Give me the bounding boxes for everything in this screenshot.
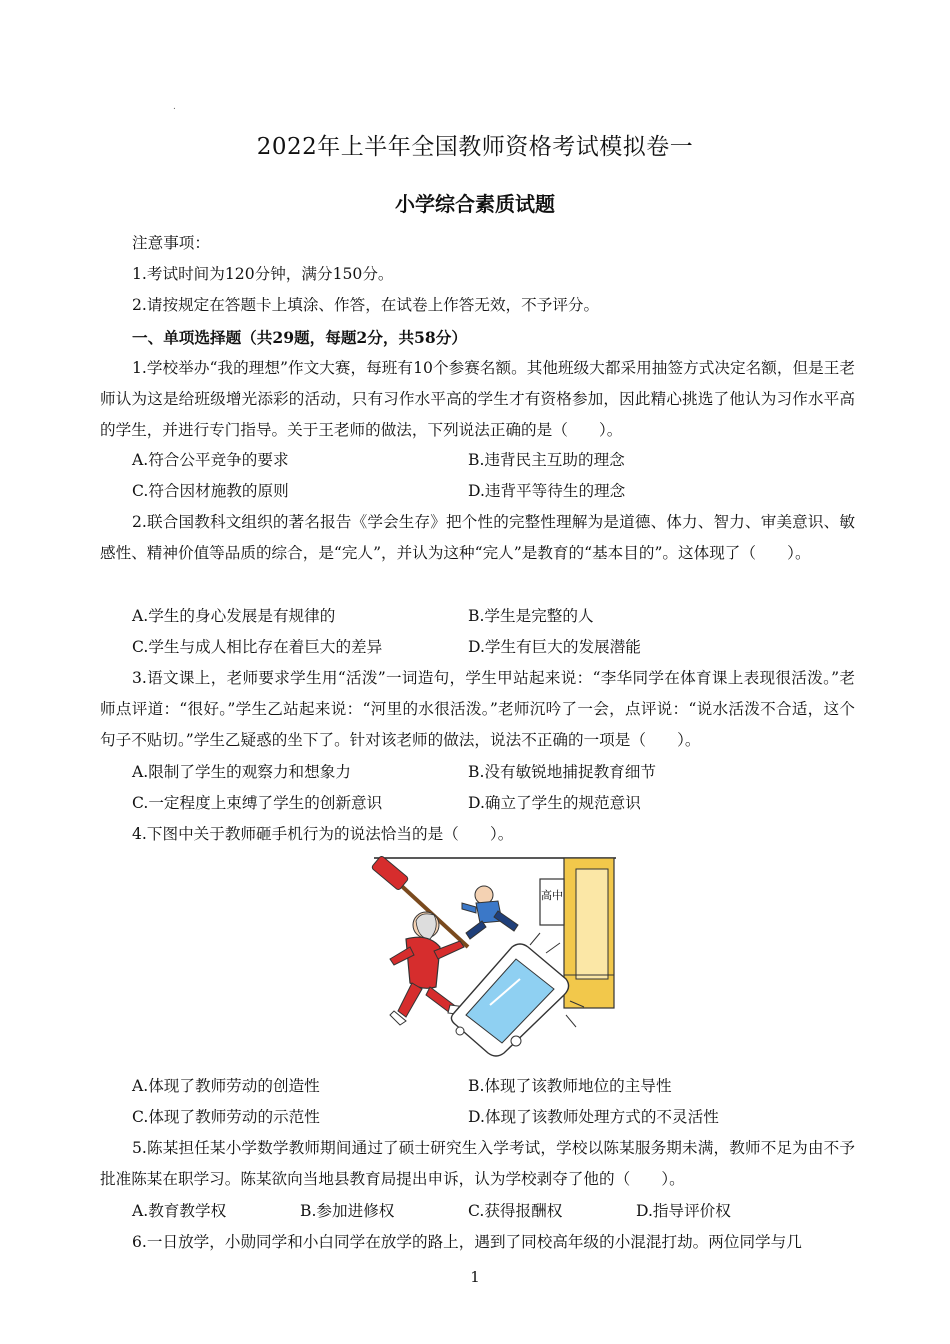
question-options xyxy=(132,1071,852,1133)
question-2 xyxy=(100,507,855,569)
section-heading: 一、单项选择题（共29题，每题2分，共58分） xyxy=(132,327,467,347)
question-stem: 1.学校举办“我的理想”作文大赛，每班有10个参赛名额。其他班级大都采用抽签方式决定名额，但是王老师认为这是给班级增光添彩的活动，只有习作水平高的学生才有资格参加，因此精心挑选了他认为习作水平高的学生，并进行专门指导。关于王老师的做法，下列说法正确的是（ ）。 xyxy=(100,358,855,440)
question-6 xyxy=(100,1227,855,1259)
option-d[interactable]: D.指导评价权 xyxy=(636,1202,731,1220)
option-d[interactable]: D.学生有巨大的发展潜能 xyxy=(468,638,641,657)
option-a[interactable]: A.教育教学权 xyxy=(132,1202,227,1220)
question-stem: 5.陈某担任某小学数学教师期间通过了硕士研究生入学考试，学校以陈某服务期未满，教师不足为由不予批准陈某在职学习。陈某欲向当地县教育局提出申诉，认为学校剥夺了他的（ ）。 xyxy=(100,1139,855,1189)
notes-heading: 注意事项： xyxy=(132,234,210,252)
question-5 xyxy=(100,1133,855,1195)
sign-text: 高中 xyxy=(541,889,563,902)
option-c[interactable]: C.学生与成人相比存在着巨大的差异 xyxy=(132,638,383,657)
question-4 xyxy=(100,819,855,850)
option-b[interactable]: B.违背民主互助的理念 xyxy=(468,451,625,469)
option-d[interactable]: D.违背平等待生的理念 xyxy=(468,482,626,501)
option-a[interactable]: A.限制了学生的观察力和想象力 xyxy=(132,763,351,781)
question-stem: 4.下图中关于教师砸手机行为的说法恰当的是（ ）。 xyxy=(132,825,514,843)
question-3 xyxy=(100,663,855,757)
question-stem: 3.语文课上，老师要求学生用“活泼”一词造句，学生甲站起来说：“李华同学在体育课上表现很活泼。”老师点评道：“很好。”学生乙站起来说：“河里的水很活泼。”老师沉吟了一会，点评说：“说水活泼不合适，这个句子不贴切。”学生乙疑惑的坐下了。针对该老师的做法，说法不正确的一项是（ ）。 xyxy=(100,669,855,750)
page-number: 1 xyxy=(470,1268,480,1286)
question-stem: 2.联合国教科文组织的著名报告《学会生存》把个性的完整性理解为是道德、体力、智力、审美意识、敏感性、精神价值等品质的综合，是“完人”，并认为这种“完人”是教育的“基本目的”。这体现了（ ）。 xyxy=(100,513,855,563)
question-options xyxy=(132,1196,852,1227)
option-c[interactable]: C.符合因材施教的原则 xyxy=(132,482,289,501)
option-c[interactable]: C.一定程度上束缚了学生的创新意识 xyxy=(132,794,383,813)
option-c[interactable]: C.获得报酬权 xyxy=(468,1202,563,1220)
notes-block xyxy=(100,228,855,446)
option-b[interactable]: B.参加进修权 xyxy=(300,1202,395,1220)
option-a[interactable]: A.体现了教师劳动的创造性 xyxy=(132,1077,320,1095)
teacher-smashing-phone-image xyxy=(370,855,616,1060)
question-stem: 6.一日放学，小勋同学和小白同学在放学的路上，遇到了同校高年级的小混混打劫。两位同学与几 xyxy=(132,1233,802,1251)
exam-title: 2022年上半年全国教师资格考试模拟卷一 xyxy=(256,134,694,160)
option-d[interactable]: D.体现了该教师处理方式的不灵活性 xyxy=(468,1108,719,1127)
option-b[interactable]: B.学生是完整的人 xyxy=(468,607,594,625)
cartoon-illustration xyxy=(370,855,616,1060)
option-b[interactable]: B.体现了该教师地位的主导性 xyxy=(468,1077,672,1095)
option-a[interactable]: A.学生的身心发展是有规律的 xyxy=(132,607,336,625)
question-options xyxy=(132,601,852,663)
question-options xyxy=(132,445,852,507)
corner-mark: . xyxy=(173,102,176,112)
question-options xyxy=(132,757,852,819)
exam-subtitle: 小学综合素质试题 xyxy=(395,192,555,216)
option-d[interactable]: D.确立了学生的规范意识 xyxy=(468,794,641,813)
option-a[interactable]: A.符合公平竞争的要求 xyxy=(132,451,289,469)
option-c[interactable]: C.体现了教师劳动的示范性 xyxy=(132,1108,320,1127)
note-item: 2.请按规定在答题卡上填涂、作答，在试卷上作答无效，不予评分。 xyxy=(132,296,600,315)
note-item: 1.考试时间为120分钟，满分150分。 xyxy=(132,265,394,284)
option-b[interactable]: B.没有敏锐地捕捉教育细节 xyxy=(468,763,656,781)
